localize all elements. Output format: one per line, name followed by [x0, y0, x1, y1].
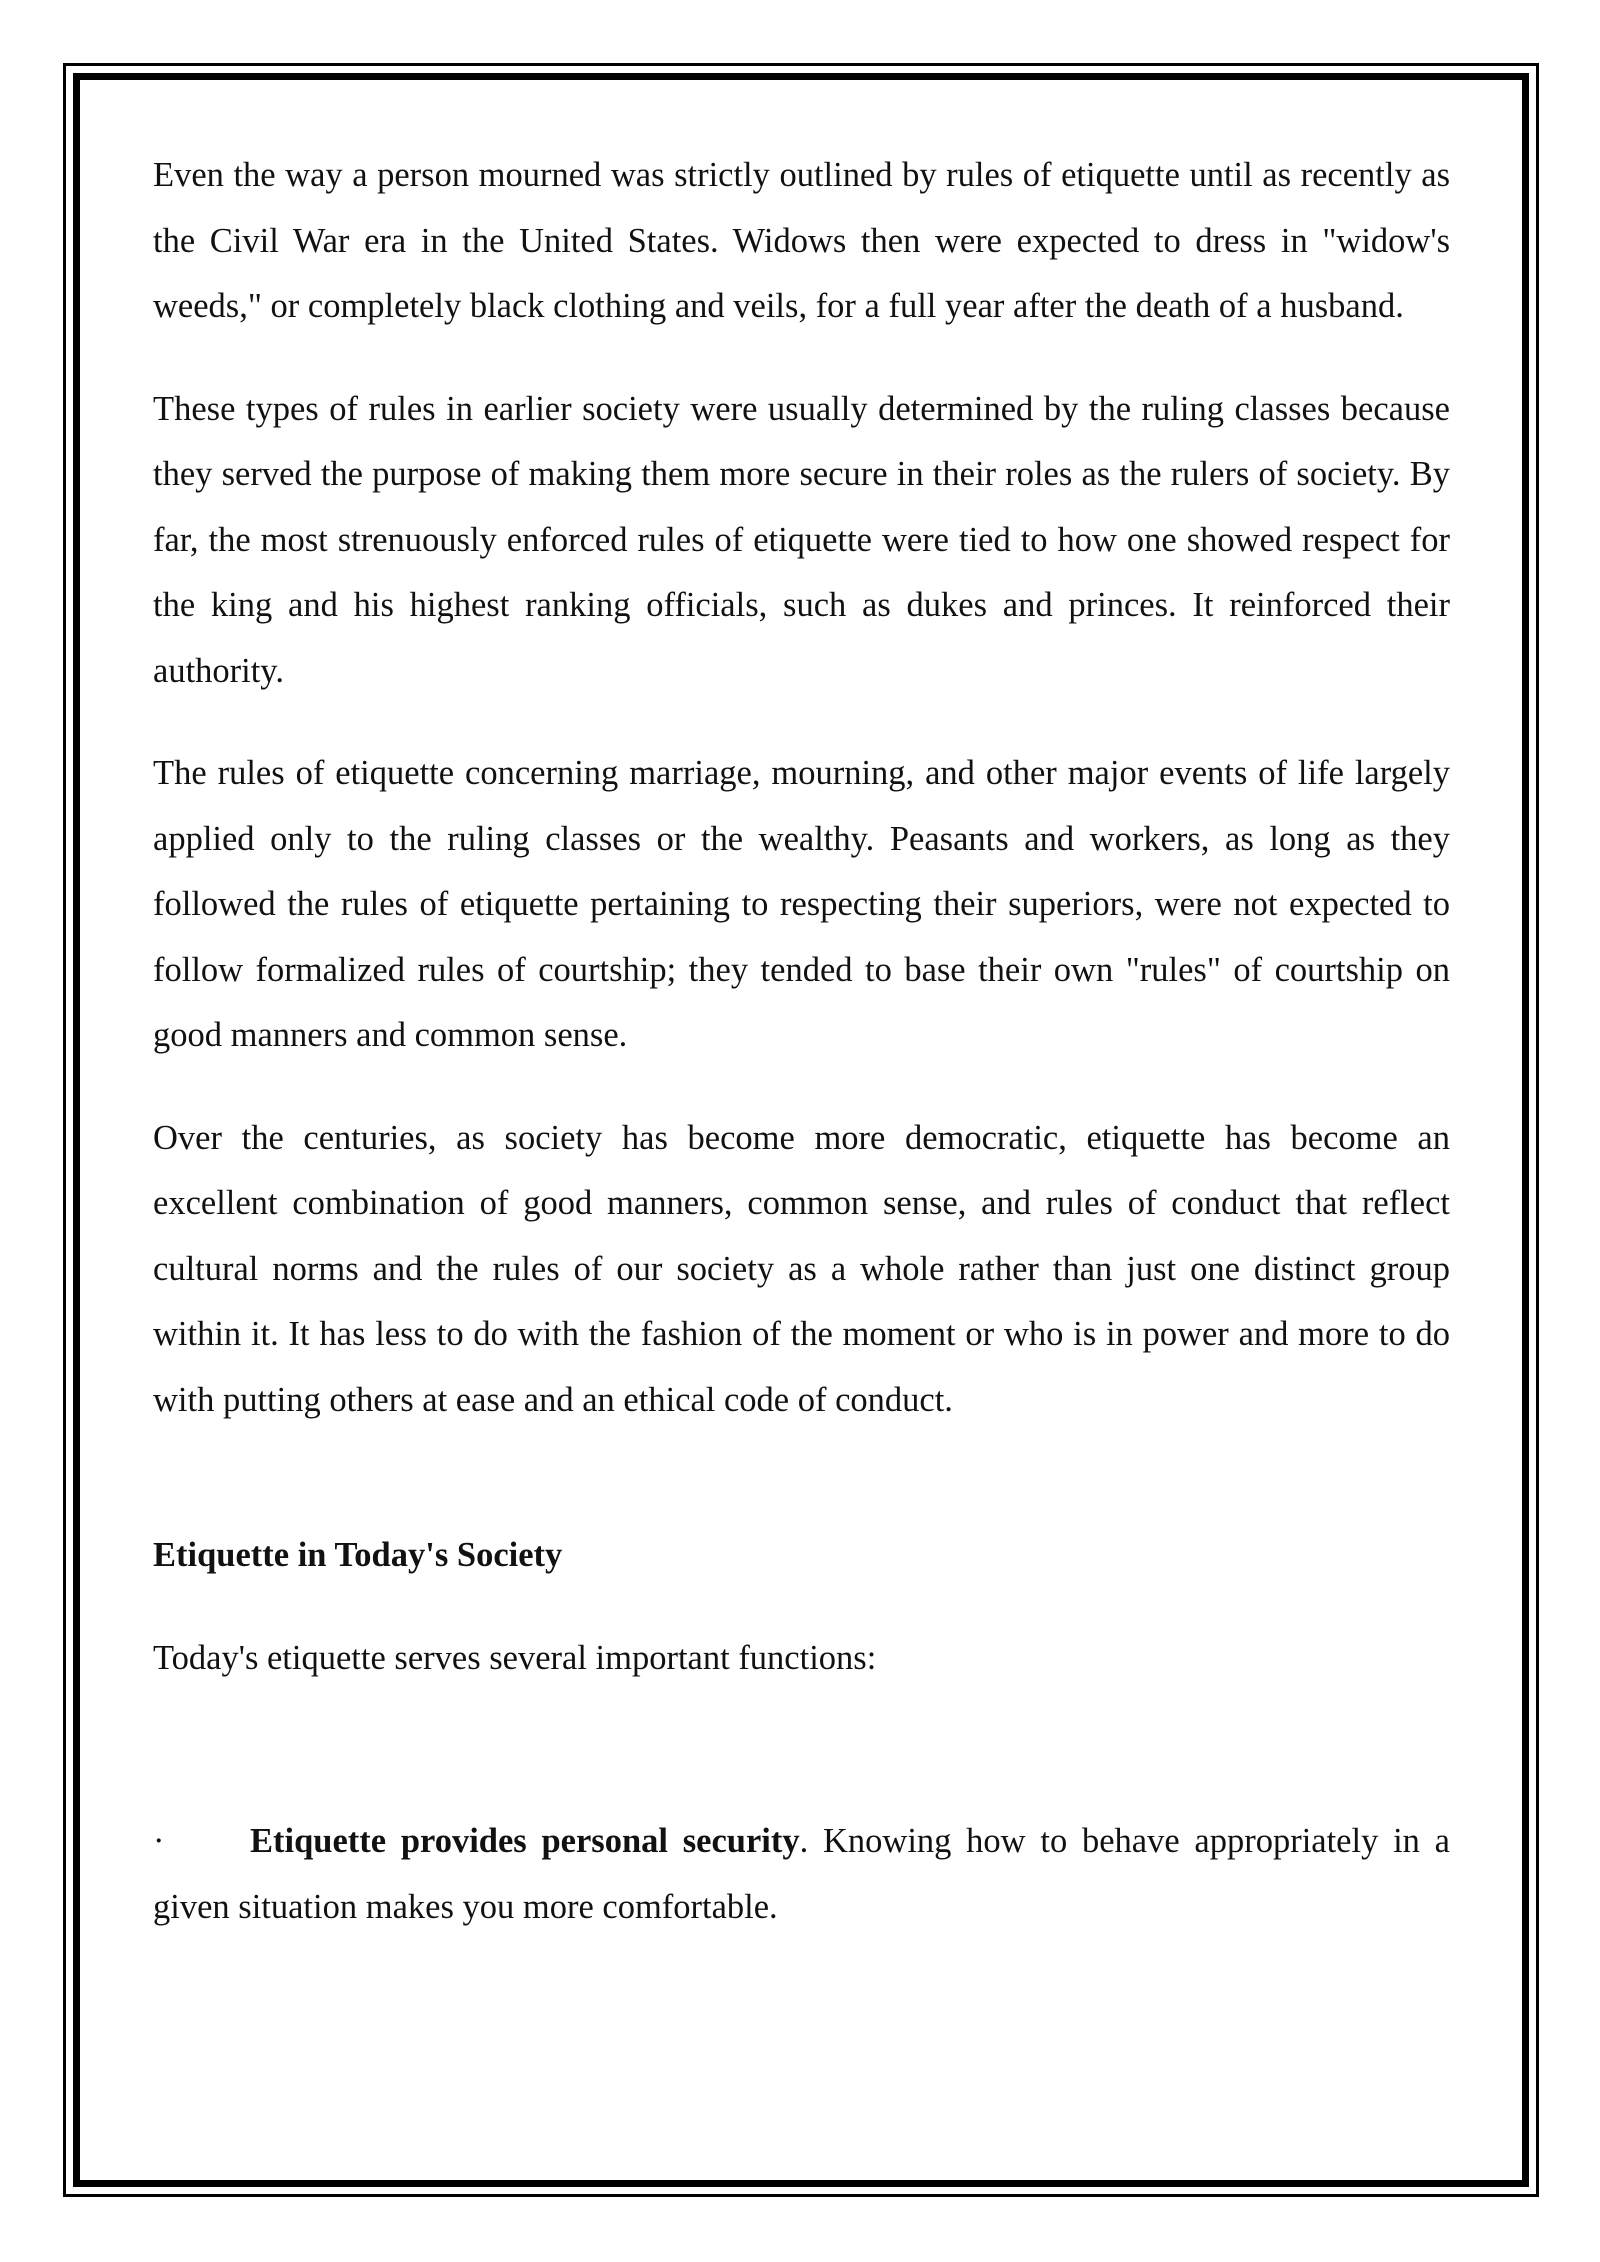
- paragraph-centuries: Over the centuries, as society has become more democratic, etiquette has become an excellent combination of good manners, common sense, and rules of conduct that reflect cultural norms and the rules of our society as a whole rather than just one distinct group within it. It has less to do with the fashion of the moment or who is in power and more to do with putting others at ease and an ethical code of conduct.: [153, 1118, 1450, 1419]
- intro-line: Today's etiquette serves several important functions:: [153, 1638, 877, 1677]
- paragraph-marriage: The rules of etiquette concerning marriage, mourning, and other major events of life largely applied only to the ruling classes or the wealthy. Peasants and workers, as long as they followed the rules of etiquette pertaining to respecting their superiors, were not expected to follow formalized rules of courtship; they tended to base their own "rules" of courtship on good manners and common sense.: [153, 754, 1450, 1054]
- document-body: [153, 143, 1450, 1940]
- paragraph-ruling-classes: These types of rules in earlier society were usually determined by the ruling classes because they served the purpose of making them more secure in their roles as the rulers of society. By far, the most strenuously enforced rules of etiquette were tied to how one showed respect for the king and his highest ranking officials, such as dukes and princes. It reinforced their authority.: [153, 389, 1450, 690]
- bullet-lead: Etiquette provides personal security: [250, 1822, 800, 1860]
- bullet-item: [153, 1809, 1450, 1940]
- section-heading: Etiquette in Today's Society: [153, 1536, 563, 1574]
- bullet-dot: ·: [153, 1822, 165, 1860]
- bullet-text: . Knowing how to behave appropriately in a given situation makes you more comfortable.: [153, 1822, 1450, 1926]
- paragraph-mourning: Even the way a person mourned was strictly outlined by rules of etiquette until as recently as the Civil War era in the United States. Widows then were expected to dress in "widow's weeds," or completely black clothing and veils, for a full year after the death of a husband.: [153, 156, 1450, 325]
